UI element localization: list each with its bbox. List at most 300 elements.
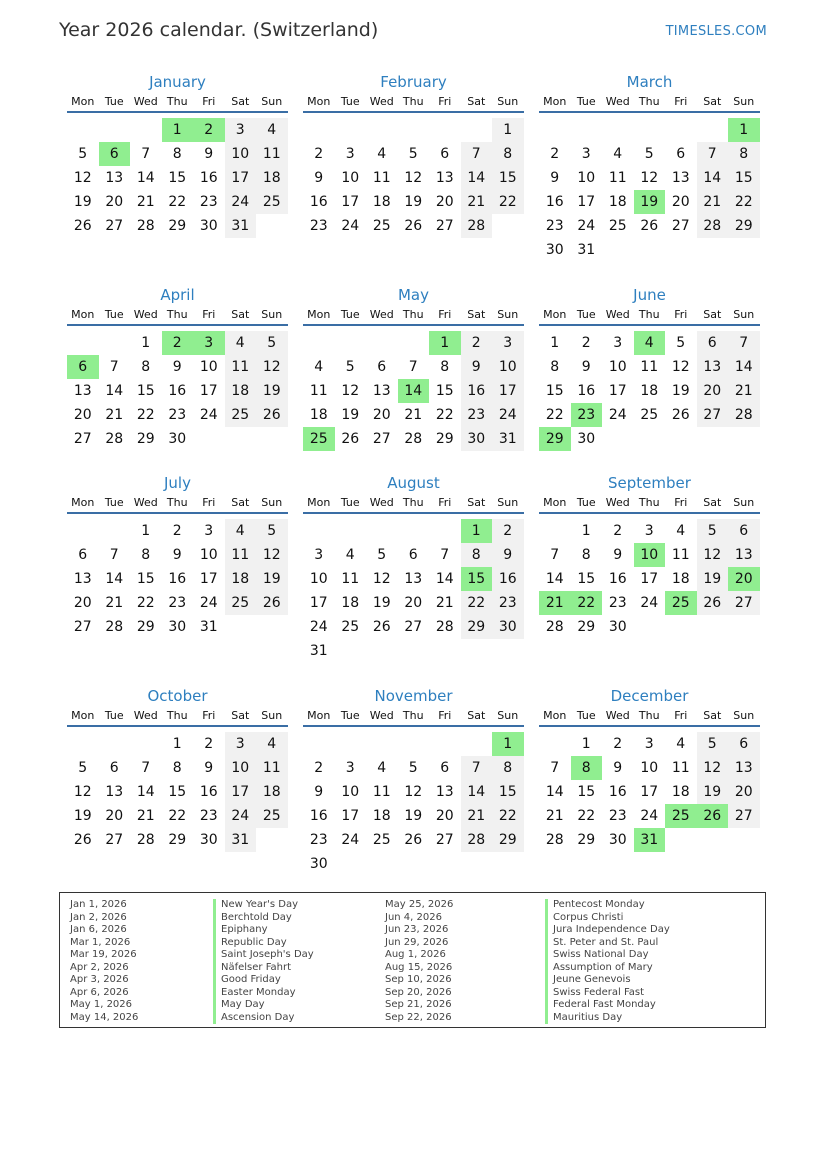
day-cell: 1	[172, 736, 182, 752]
day-cell: 30	[577, 431, 596, 447]
empty-cell	[539, 118, 571, 142]
weekday-label: Mon	[71, 496, 95, 509]
day-cell: 14	[105, 383, 124, 399]
weekday-label: Wed	[369, 308, 394, 321]
day-cell: 5	[644, 146, 654, 162]
day-cell: 26	[372, 619, 391, 635]
empty-cell	[99, 331, 131, 355]
empty-cell	[539, 519, 571, 543]
day-cell: 2	[581, 335, 591, 351]
day-cell: 24	[608, 407, 627, 423]
holiday-day-cell: 29	[539, 427, 571, 451]
day-cell: 22	[168, 808, 187, 824]
day-cell: 3	[314, 547, 324, 563]
empty-cell	[602, 118, 634, 142]
day-cell: 22	[435, 407, 454, 423]
day-cell: 15	[168, 784, 187, 800]
day-cell: 18	[671, 784, 690, 800]
legend-date: Sep 20, 2026	[385, 986, 452, 998]
weekday-label: Tue	[576, 496, 596, 509]
day-cell: 11	[608, 170, 627, 186]
day-cell: 14	[728, 355, 760, 379]
weekday-label: Wed	[605, 95, 630, 108]
day-cell: 11	[256, 142, 288, 166]
weekday-label: Mon	[307, 709, 331, 722]
day-cell: 14	[697, 166, 729, 190]
weekday-label: Sun	[733, 308, 755, 321]
month-january	[67, 72, 288, 238]
day-cell: 5	[256, 519, 288, 543]
empty-cell	[429, 519, 461, 543]
day-cell: 5	[676, 335, 686, 351]
empty-cell	[303, 118, 335, 142]
day-cell: 20	[372, 407, 391, 423]
day-grid	[67, 519, 288, 639]
day-cell: 13	[372, 383, 391, 399]
legend-date: Jan 1, 2026	[70, 899, 127, 910]
day-cell: 1	[581, 736, 591, 752]
empty-cell	[67, 331, 99, 355]
day-cell: 2	[461, 331, 493, 355]
day-cell: 11	[671, 760, 690, 776]
day-cell: 10	[640, 760, 659, 776]
day-cell: 16	[309, 808, 328, 824]
day-cell: 29	[435, 431, 454, 447]
day-cell: 6	[440, 146, 450, 162]
day-cell: 26	[256, 403, 288, 427]
legend-holiday-name: Swiss Federal Fast	[545, 987, 670, 1000]
empty-cell	[697, 118, 729, 142]
month-name: April	[160, 286, 195, 304]
legend-holiday-name: May Day	[213, 999, 314, 1012]
weekday-label: Mon	[307, 95, 331, 108]
day-cell: 25	[372, 218, 391, 234]
day-cell: 27	[671, 218, 690, 234]
weekday-label: Fri	[674, 308, 688, 321]
legend-date: Apr 6, 2026	[70, 986, 129, 998]
day-cell: 10	[341, 170, 360, 186]
empty-cell	[67, 118, 99, 142]
day-cell: 17	[225, 780, 257, 804]
weekday-label: Tue	[340, 709, 360, 722]
day-cell: 16	[199, 784, 218, 800]
day-cell: 30	[492, 615, 524, 639]
holiday-day-cell: 25	[303, 427, 335, 451]
day-cell: 3	[581, 146, 591, 162]
weekday-label: Sat	[467, 496, 486, 509]
day-cell: 7	[141, 760, 151, 776]
day-cell: 17	[640, 784, 659, 800]
month-name: January	[149, 73, 206, 91]
day-grid	[67, 331, 288, 451]
day-cell: 28	[404, 431, 423, 447]
day-cell: 29	[728, 214, 760, 238]
day-grid	[539, 519, 760, 639]
day-cell: 21	[404, 407, 423, 423]
holiday-day-cell: 2	[162, 331, 194, 355]
day-cell: 13	[435, 170, 454, 186]
day-cell: 9	[461, 355, 493, 379]
day-cell: 13	[728, 756, 760, 780]
day-cell: 14	[545, 784, 564, 800]
day-cell: 27	[697, 403, 729, 427]
legend-holiday-name: Corpus Christi	[545, 912, 670, 925]
day-cell: 9	[314, 170, 324, 186]
month-name: February	[380, 73, 447, 91]
legend-holiday-name: Berchtold Day	[213, 912, 314, 925]
day-cell: 26	[640, 218, 659, 234]
day-cell: 30	[168, 619, 187, 635]
empty-cell	[335, 732, 367, 756]
empty-cell	[303, 519, 335, 543]
weekday-label: Wed	[133, 95, 158, 108]
month-name: June	[633, 286, 666, 304]
day-cell: 21	[105, 595, 124, 611]
day-cell: 27	[435, 218, 454, 234]
day-cell: 8	[141, 547, 151, 563]
weekday-label: Tue	[576, 95, 596, 108]
day-cell: 30	[608, 619, 627, 635]
day-cell: 18	[309, 407, 328, 423]
day-cell: 16	[309, 194, 328, 210]
day-cell: 19	[341, 407, 360, 423]
day-cell: 21	[136, 194, 155, 210]
day-cell: 17	[341, 194, 360, 210]
legend-date: Jan 6, 2026	[70, 924, 127, 935]
weekday-label: Sun	[261, 709, 283, 722]
empty-cell	[67, 732, 99, 756]
day-cell: 17	[640, 571, 659, 587]
holiday-day-cell: 26	[697, 804, 729, 828]
weekday-label: Mon	[71, 709, 95, 722]
day-cell: 11	[225, 543, 257, 567]
day-cell: 7	[728, 331, 760, 355]
day-cell: 26	[697, 591, 729, 615]
month-august	[303, 473, 524, 663]
day-cell: 10	[341, 784, 360, 800]
weekday-label: Thu	[166, 95, 188, 108]
day-cell: 3	[345, 760, 355, 776]
legend-holiday-name: Easter Monday	[213, 987, 314, 1000]
day-cell: 25	[225, 591, 257, 615]
weekday-label: Mon	[307, 496, 331, 509]
weekday-label: Thu	[638, 95, 660, 108]
day-grid	[303, 732, 524, 876]
weekday-label: Mon	[543, 308, 567, 321]
day-cell: 27	[372, 431, 391, 447]
legend-date: Apr 3, 2026	[70, 974, 129, 985]
weekday-label: Tue	[576, 308, 596, 321]
weekday-label: Tue	[340, 95, 360, 108]
holiday-day-cell: 1	[429, 331, 461, 355]
day-cell: 11	[640, 359, 659, 375]
weekday-label: Thu	[402, 95, 424, 108]
day-cell: 17	[225, 166, 257, 190]
day-cell: 28	[697, 214, 729, 238]
day-cell: 28	[136, 218, 155, 234]
weekday-label: Thu	[166, 496, 188, 509]
holiday-day-cell: 6	[67, 355, 99, 379]
weekday-label: Sun	[733, 95, 755, 108]
day-cell: 18	[372, 808, 391, 824]
day-cell: 28	[136, 832, 155, 848]
day-cell: 8	[550, 359, 560, 375]
day-cell: 19	[697, 567, 729, 591]
empty-cell	[67, 519, 99, 543]
day-cell: 4	[314, 359, 324, 375]
empty-cell	[634, 118, 666, 142]
weekday-label: Fri	[202, 95, 216, 108]
day-cell: 2	[613, 736, 623, 752]
day-cell: 10	[608, 359, 627, 375]
day-cell: 25	[372, 832, 391, 848]
day-cell: 2	[550, 146, 560, 162]
month-name: July	[164, 474, 191, 492]
legend-holiday-name: Federal Fast Monday	[545, 999, 670, 1012]
weekday-label: Mon	[71, 95, 95, 108]
month-july	[67, 473, 288, 639]
day-cell: 7	[550, 760, 560, 776]
day-cell: 21	[435, 595, 454, 611]
day-cell: 10	[577, 170, 596, 186]
day-cell: 16	[545, 194, 564, 210]
day-cell: 18	[608, 194, 627, 210]
day-cell: 6	[377, 359, 387, 375]
day-cell: 3	[204, 523, 214, 539]
day-cell: 31	[225, 214, 257, 238]
weekday-label: Sun	[497, 308, 519, 321]
weekday-label: Sun	[733, 496, 755, 509]
day-cell: 19	[73, 808, 92, 824]
weekday-label: Fri	[438, 308, 452, 321]
day-cell: 28	[545, 832, 564, 848]
weekday-header	[539, 305, 760, 326]
day-cell: 24	[309, 619, 328, 635]
weekday-header	[539, 493, 760, 514]
day-cell: 4	[676, 736, 686, 752]
holiday-day-cell: 3	[193, 331, 225, 355]
weekday-label: Fri	[202, 496, 216, 509]
day-cell: 28	[461, 828, 493, 852]
empty-cell	[429, 118, 461, 142]
day-cell: 6	[78, 547, 88, 563]
weekday-label: Wed	[369, 496, 394, 509]
weekday-label: Tue	[104, 709, 124, 722]
day-cell: 18	[225, 379, 257, 403]
day-cell: 9	[550, 170, 560, 186]
day-cell: 27	[435, 832, 454, 848]
day-cell: 3	[644, 523, 654, 539]
day-cell: 24	[225, 190, 257, 214]
day-cell: 16	[168, 571, 187, 587]
day-cell: 15	[492, 166, 524, 190]
holiday-day-cell: 4	[634, 331, 666, 355]
day-cell: 15	[136, 383, 155, 399]
weekday-header	[67, 92, 288, 113]
weekday-label: Wed	[605, 709, 630, 722]
day-cell: 7	[109, 547, 119, 563]
day-cell: 15	[435, 383, 454, 399]
day-grid	[303, 118, 524, 238]
month-october	[67, 686, 288, 852]
day-cell: 29	[577, 619, 596, 635]
holiday-day-cell: 1	[461, 519, 493, 543]
empty-cell	[366, 118, 398, 142]
weekday-label: Sat	[703, 308, 722, 321]
day-cell: 12	[404, 170, 423, 186]
day-cell: 18	[640, 383, 659, 399]
day-cell: 29	[577, 832, 596, 848]
day-cell: 22	[492, 804, 524, 828]
day-cell: 18	[225, 567, 257, 591]
weekday-label: Sun	[497, 496, 519, 509]
legend-date-column	[385, 899, 453, 1024]
holiday-day-cell: 22	[571, 591, 603, 615]
empty-cell	[665, 118, 697, 142]
weekday-label: Mon	[307, 308, 331, 321]
day-cell: 19	[73, 194, 92, 210]
day-cell: 26	[404, 218, 423, 234]
day-cell: 13	[697, 355, 729, 379]
weekday-header	[67, 706, 288, 727]
month-name: March	[626, 73, 673, 91]
day-cell: 5	[78, 146, 88, 162]
day-cell: 23	[199, 808, 218, 824]
day-cell: 30	[608, 832, 627, 848]
month-december	[539, 686, 760, 852]
weekday-label: Mon	[543, 496, 567, 509]
weekday-label: Wed	[133, 308, 158, 321]
day-cell: 23	[608, 808, 627, 824]
day-cell: 23	[545, 218, 564, 234]
day-cell: 4	[225, 519, 257, 543]
day-cell: 9	[613, 760, 623, 776]
day-cell: 27	[73, 431, 92, 447]
empty-cell	[539, 732, 571, 756]
holiday-day-cell: 19	[634, 190, 666, 214]
empty-cell	[398, 331, 430, 355]
weekday-label: Thu	[166, 308, 188, 321]
day-cell: 15	[168, 170, 187, 186]
day-cell: 23	[461, 403, 493, 427]
weekday-label: Sun	[261, 496, 283, 509]
day-cell: 11	[225, 355, 257, 379]
site-brand-link[interactable]: TIMESLES.COM	[665, 24, 767, 39]
empty-cell	[429, 732, 461, 756]
legend-date: Aug 1, 2026	[385, 949, 446, 960]
day-cell: 12	[697, 543, 729, 567]
day-cell: 20	[728, 780, 760, 804]
month-november	[303, 686, 524, 876]
day-cell: 29	[136, 431, 155, 447]
legend-holiday-name: Pentecost Monday	[545, 899, 670, 912]
legend-date: Apr 2, 2026	[70, 961, 129, 973]
day-cell: 11	[309, 383, 328, 399]
month-may	[303, 285, 524, 451]
weekday-header	[303, 706, 524, 727]
day-cell: 21	[545, 808, 564, 824]
day-cell: 23	[168, 595, 187, 611]
weekday-label: Fri	[674, 496, 688, 509]
day-cell: 9	[581, 359, 591, 375]
day-cell: 28	[105, 431, 124, 447]
holiday-day-cell: 25	[665, 591, 697, 615]
weekday-header	[539, 92, 760, 113]
empty-cell	[335, 118, 367, 142]
holiday-day-cell: 15	[461, 567, 493, 591]
weekday-label: Sun	[261, 308, 283, 321]
day-cell: 12	[256, 355, 288, 379]
day-cell: 23	[309, 832, 328, 848]
legend-holiday-name: Jura Independence Day	[545, 924, 670, 937]
day-cell: 7	[461, 142, 493, 166]
day-grid	[303, 331, 524, 451]
day-cell: 12	[73, 170, 92, 186]
day-cell: 3	[345, 146, 355, 162]
day-cell: 27	[73, 619, 92, 635]
day-cell: 27	[105, 218, 124, 234]
day-cell: 16	[608, 784, 627, 800]
day-cell: 13	[435, 784, 454, 800]
day-grid	[67, 118, 288, 238]
day-cell: 10	[225, 142, 257, 166]
day-cell: 25	[608, 218, 627, 234]
day-cell: 16	[199, 170, 218, 186]
day-cell: 8	[492, 756, 524, 780]
weekday-label: Wed	[605, 496, 630, 509]
day-cell: 14	[461, 166, 493, 190]
day-cell: 22	[728, 190, 760, 214]
weekday-label: Thu	[402, 709, 424, 722]
weekday-label: Sat	[467, 709, 486, 722]
day-cell: 5	[697, 519, 729, 543]
day-cell: 22	[168, 194, 187, 210]
empty-cell	[130, 732, 162, 756]
day-cell: 16	[608, 571, 627, 587]
weekday-label: Thu	[402, 496, 424, 509]
day-cell: 7	[141, 146, 151, 162]
empty-cell	[461, 732, 493, 756]
day-cell: 14	[545, 571, 564, 587]
weekday-label: Mon	[543, 95, 567, 108]
month-name: October	[147, 687, 208, 705]
day-cell: 14	[136, 784, 155, 800]
holiday-day-cell: 23	[571, 403, 603, 427]
weekday-label: Sat	[467, 95, 486, 108]
day-cell: 17	[608, 383, 627, 399]
day-cell: 28	[728, 403, 760, 427]
legend-holiday-name: Epiphany	[213, 924, 314, 937]
day-cell: 6	[697, 331, 729, 355]
day-cell: 11	[671, 547, 690, 563]
day-cell: 17	[199, 383, 218, 399]
weekday-label: Sat	[231, 308, 250, 321]
day-cell: 17	[341, 808, 360, 824]
holiday-day-cell: 6	[99, 142, 131, 166]
day-cell: 24	[640, 808, 659, 824]
day-cell: 20	[671, 194, 690, 210]
day-cell: 24	[199, 407, 218, 423]
day-cell: 20	[435, 808, 454, 824]
month-name: May	[397, 286, 429, 304]
weekday-label: Sun	[497, 95, 519, 108]
day-cell: 28	[545, 619, 564, 635]
day-cell: 26	[73, 832, 92, 848]
legend-name-column	[545, 899, 670, 1024]
holiday-day-cell: 25	[665, 804, 697, 828]
legend-date: Aug 15, 2026	[385, 961, 453, 973]
day-cell: 13	[73, 383, 92, 399]
